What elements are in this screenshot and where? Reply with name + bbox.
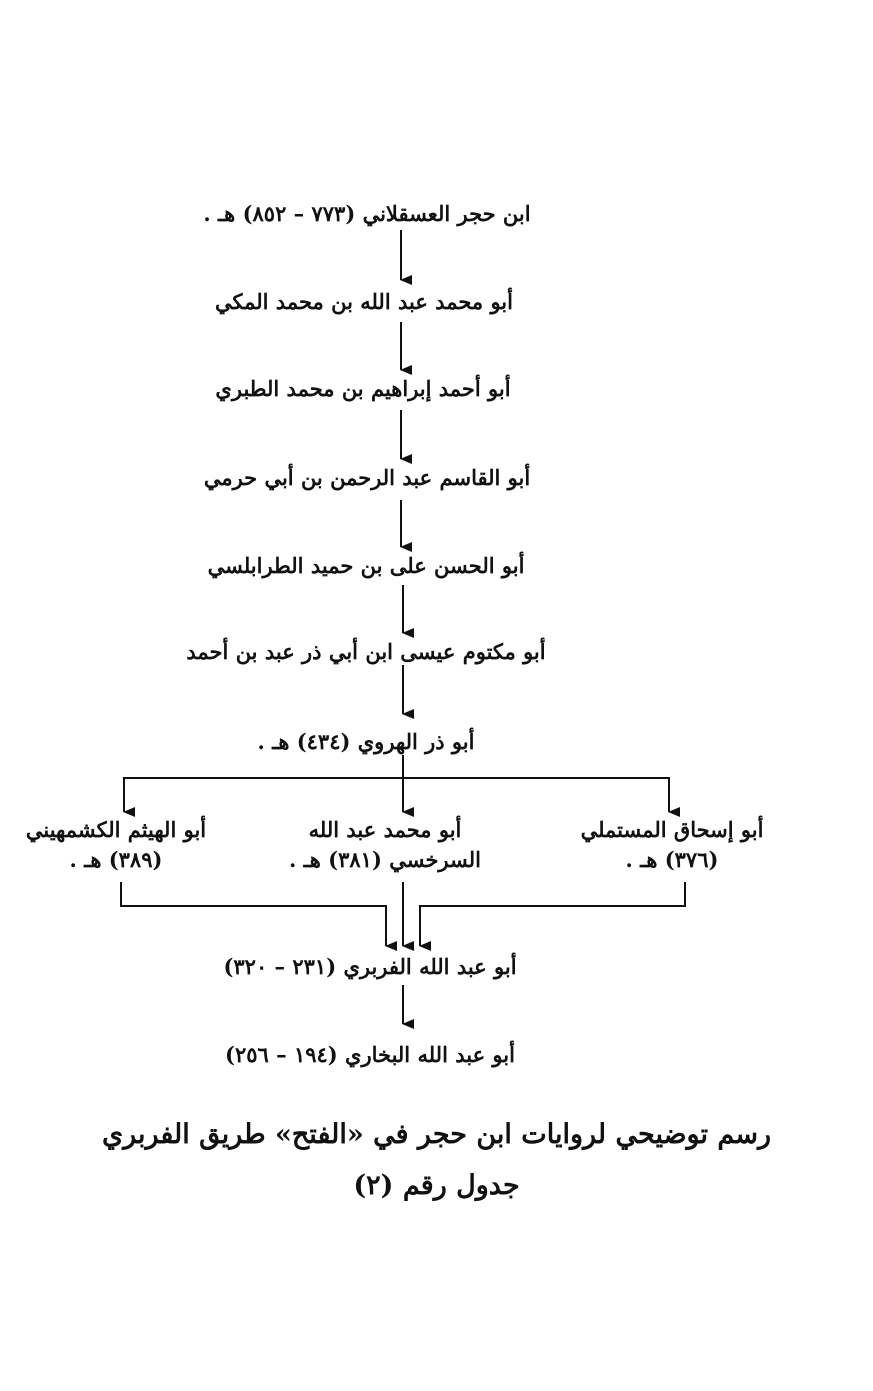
node-kushmihani — [26, 815, 206, 875]
node-makki: أبو محمد عبد الله بن محمد المكي — [215, 289, 513, 314]
node-maktum: أبو مكتوم عيسى ابن أبي ذر عبد بن أحمد — [186, 639, 546, 664]
node-tabari: أبو أحمد إبراهيم بن محمد الطبري — [215, 376, 511, 401]
sarakhsi-name: أبو محمد عبد الله — [308, 817, 462, 842]
node-mustamli — [581, 815, 764, 875]
caption-title: رسم توضيحي لروايات ابن حجر في «الفتح» طريق الفربري — [101, 1119, 772, 1150]
node-bukhari: أبو عبد الله البخاري (١٩٤ – ٢٥٦) — [225, 1042, 515, 1067]
node-sarakhsi — [289, 815, 481, 875]
node-harawi: أبو ذر الهروي (٤٣٤) هـ . — [257, 729, 475, 754]
node-firabri: أبو عبد الله الفربري (٢٣١ – ٣٢٠) — [223, 954, 517, 979]
node-tarabulsi: أبو الحسن على بن حميد الطرابلسي — [207, 553, 525, 578]
mustamli-date: (٣٧٦) هـ . — [625, 847, 719, 872]
mustamli-name: أبو إسحاق المستملي — [580, 817, 764, 842]
node-harami: أبو القاسم عبد الرحمن بن أبي حرمي — [203, 465, 531, 490]
caption-subtitle: جدول رقم (٢) — [353, 1170, 520, 1201]
branch-bar — [124, 778, 669, 812]
merge-right — [420, 882, 685, 946]
kushmihani-name: أبو الهيثم الكشمهيني — [25, 817, 207, 842]
node-ibn-hajar: ابن حجر العسقلاني (٧٧٣ – ٨٥٢) هـ . — [203, 201, 531, 226]
sarakhsi-date: السرخسي (٣٨١) هـ . — [289, 847, 481, 872]
kushmihani-date: (٣٨٩) هـ . — [69, 847, 163, 872]
merge-left — [121, 882, 386, 946]
